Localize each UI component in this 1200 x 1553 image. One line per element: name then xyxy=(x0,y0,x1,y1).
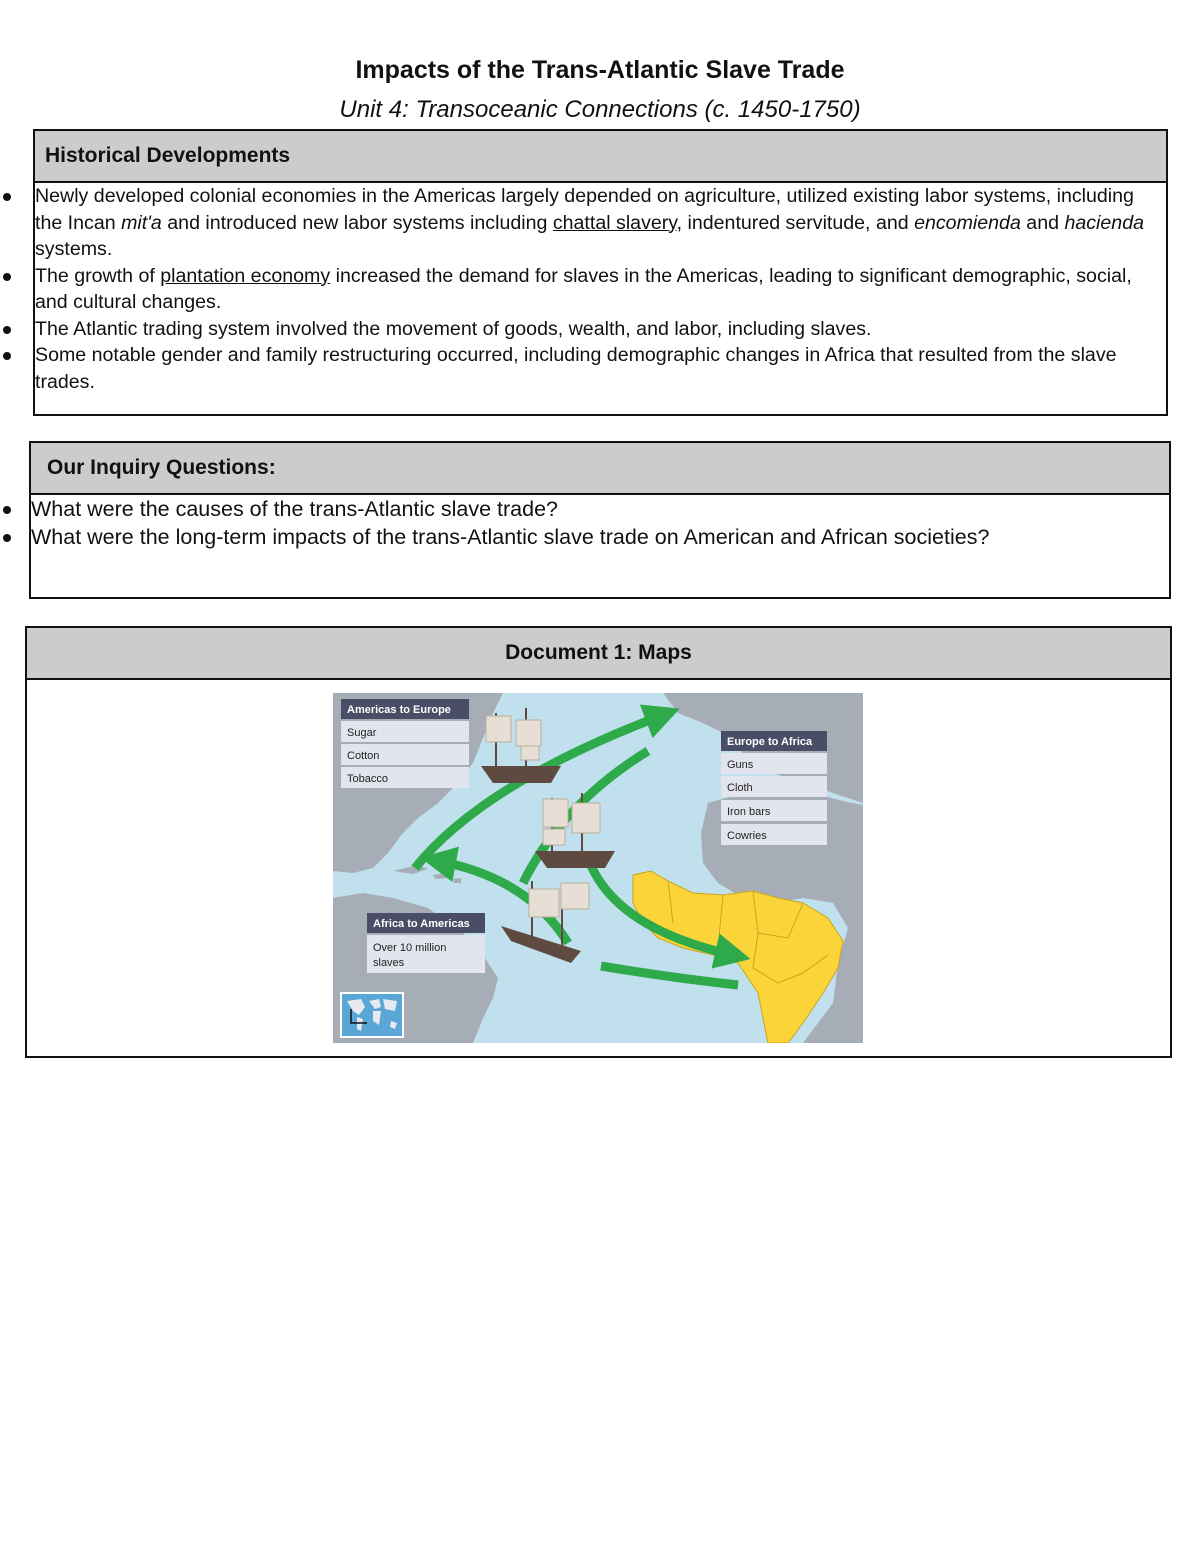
list-item: Some notable gender and family restructuring occurred, including demographic changes in Africa that resulted from the slave trades. xyxy=(35,342,1166,395)
legend-item: Cowries xyxy=(727,830,767,842)
page-subtitle: Unit 4: Transoceanic Connections (c. 1450-1750) xyxy=(339,96,861,123)
africa-to-americas-legend xyxy=(367,913,485,973)
bullet-icon xyxy=(3,193,11,201)
triangular-trade-map xyxy=(333,693,863,1043)
encomienda-term: encomienda xyxy=(914,211,1021,234)
plantation-economy-term: plantation economy xyxy=(160,264,331,287)
map-svg xyxy=(333,693,863,1043)
inquiry-questions-heading: Our Inquiry Questions: xyxy=(31,443,1169,495)
bullet-icon xyxy=(3,326,11,334)
legend-item: Over 10 million xyxy=(373,942,447,954)
legend-item: Cloth xyxy=(727,782,753,794)
historical-developments-heading: Historical Developments xyxy=(35,131,1166,183)
legend-item: Iron bars xyxy=(727,806,771,818)
inquiry-questions-list xyxy=(31,495,1169,551)
hacienda-term: hacienda xyxy=(1064,211,1144,234)
historical-developments-list xyxy=(35,183,1166,395)
list-item: The Atlantic trading system involved the movement of goods, wealth, and labor, including slaves. xyxy=(35,316,1166,343)
chattel-slavery-term: chattal slavery xyxy=(552,211,677,234)
page-title: Impacts of the Trans-Atlantic Slave Trade xyxy=(355,56,845,84)
legend-title: Americas to Europe xyxy=(347,704,451,716)
list-item: The growth of plantation economy increased the demand for slaves in the Americas, leading to significant demographic, social, and cultural changes. xyxy=(35,263,1166,316)
document1-box xyxy=(25,626,1172,1058)
legend-item: Tobacco xyxy=(347,773,388,785)
bullet-icon xyxy=(3,352,11,360)
world-locator-inset xyxy=(341,993,403,1037)
legend-title: Africa to Americas xyxy=(373,918,470,930)
list-item: Newly developed colonial economies in the Americas largely depended on agriculture, utilized existing labor systems, including the Incan mit'a and introduced new labor systems including chattal slavery, indentured servitude, and encomienda and hacienda systems. xyxy=(35,183,1166,263)
inquiry-questions-box xyxy=(29,441,1171,599)
bullet-icon xyxy=(3,534,11,542)
legend-item: Cotton xyxy=(347,750,380,762)
bullet-icon xyxy=(3,273,11,281)
mita-term: mit'a xyxy=(121,211,162,234)
historical-developments-box xyxy=(33,129,1168,416)
list-item: What were the long-term impacts of the trans-Atlantic slave trade on American and African societies? xyxy=(31,523,1169,551)
europe-to-africa-legend xyxy=(721,731,827,845)
legend-item: Guns xyxy=(727,759,754,771)
legend-item: slaves xyxy=(373,957,405,969)
legend-title: Europe to Africa xyxy=(727,736,813,748)
list-item: What were the causes of the trans-Atlantic slave trade? xyxy=(31,495,1169,523)
legend-item: Sugar xyxy=(347,727,377,739)
bullet-icon xyxy=(3,506,11,514)
document1-heading: Document 1: Maps xyxy=(27,628,1170,680)
